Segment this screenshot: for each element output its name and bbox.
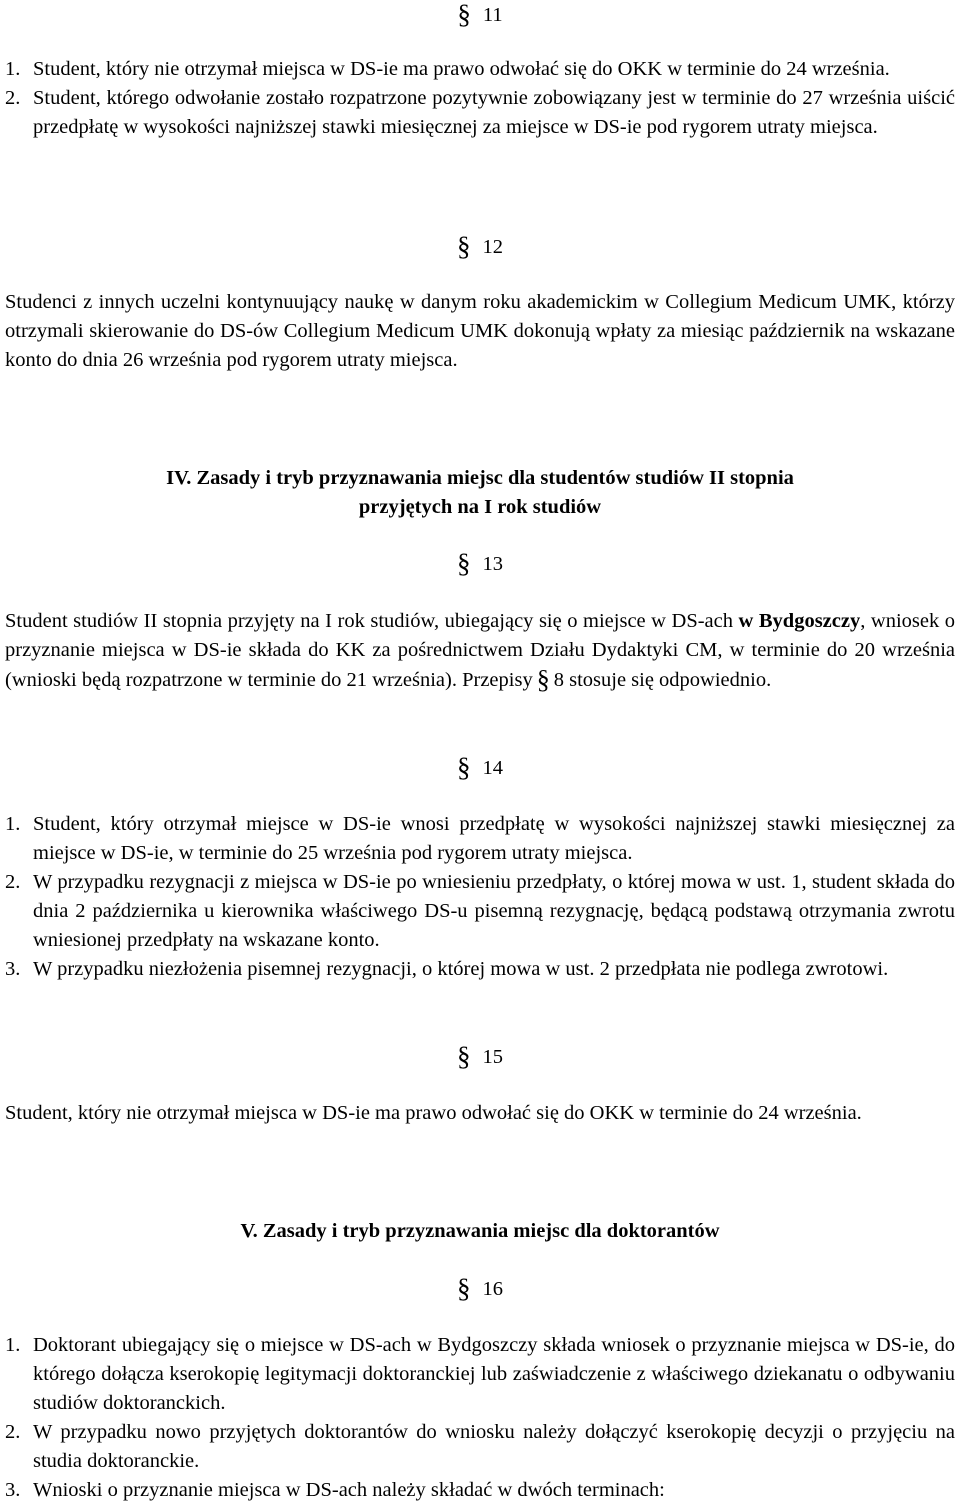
section-14-list [5, 810, 955, 984]
section-15-number: § 15 [457, 1041, 503, 1071]
list-item: 2. W przypadku nowo przyjętych doktorantów do wniosku należy dołączyć kserokopię decyzji o przyjęciu na studia doktoranckie. [5, 1421, 955, 1472]
list-item: 1. Doktorant ubiegający się o miejsce w DS-ach w Bydgoszczy składa wniosek o przyznanie miejsca w DS-ie, do którego dołącza kserokopię legitymacji doktoranckiej lub zaświadczenie z właściwego dziekanatu o odbywaniu studiów doktoranckich. [5, 1334, 955, 1414]
section-sign-icon: § [536, 665, 550, 694]
list-item: 1. Student, który otrzymał miejsce w DS-ie wnosi przedpłatę w wysokości najniższej stawki miesięcznej za miejsce w DS-ie, w terminie do 25 września pod rygorem utraty miejsca. [5, 813, 955, 864]
section-12-number: § 12 [457, 231, 503, 261]
section-sign-icon: § [457, 548, 471, 578]
section-sign-icon: § [457, 752, 471, 782]
section-sign-icon: § [457, 1273, 471, 1303]
list-item: 1. Student, który nie otrzymał miejsca w DS-ie ma prawo odwołać się do OKK w terminie do 24 września. [5, 58, 890, 80]
section-13-body: Student studiów II stopnia przyjęty na I rok studiów, ubiegający się o miejsce w DS-ach w Bydgoszczy, wniosek o przyznanie miejsca w DS-ie składa do KK za pośrednictwem Działu Dydaktyki CM, w terminie do 20 września (wnioski będą rozpatrzone w terminie do 21 września). Przepisy § 8 stosuje się odpowiednio. [5, 610, 956, 694]
section-13-number: § 13 [457, 548, 503, 578]
section-12-body: Studenci z innych uczelni kontynuujący naukę w danym roku akademickim w Collegium Medicum UMK, którzy otrzymali skierowanie do DS-ów Collegium Medicum UMK dokonują wpłaty za miesiąc październik na wskazane konto do dnia 26 września pod rygorem utraty miejsca. [5, 291, 955, 371]
chapter-v-heading: V. Zasady i tryb przyznawania miejsc dla doktorantów [240, 1220, 720, 1242]
section-16-list [5, 1331, 955, 1505]
chapter-iv-heading-line2: przyjętych na I rok studiów [358, 496, 602, 518]
list-item: 2. W przypadku rezygnacji z miejsca w DS-ie po wniesieniu przedpłaty, o której mowa w ust. 1, student składa do dnia 2 października u kierownika właściwego DS-u pisemną rezygnację, będącą podstawą otrzymania zwrotu wniesionej przedpłaty na wskazane konto. [5, 871, 955, 951]
chapter-iv-heading-line1: IV. Zasady i tryb przyznawania miejsc dla studentów studiów II stopnia [166, 467, 794, 489]
section-11-number: § 11 [457, 0, 503, 29]
section-14-number: § 14 [457, 752, 503, 782]
section-sign-icon: § [457, 0, 471, 29]
section-sign-icon: § [457, 1041, 471, 1071]
list-item: 2. Student, którego odwołanie zostało rozpatrzone pozytywnie zobowiązany jest w terminie do 27 września uiścić przedpłatę w wysokości najniższej stawki miesięcznej za miejsce w DS-ie pod rygorem utraty miejsca. [5, 87, 955, 138]
section-15-body: Student, który nie otrzymał miejsca w DS-ie ma prawo odwołać się do OKK w terminie do 24 września. [5, 1102, 862, 1124]
section-11-list [5, 55, 955, 142]
section-16-number: § 16 [457, 1273, 503, 1303]
list-item: 3. W przypadku niezłożenia pisemnej rezygnacji, o której mowa w ust. 2 przedpłata nie podlega zwrotowi. [5, 958, 889, 980]
section-sign-icon: § [457, 231, 471, 261]
list-item: 3. Wnioski o przyznanie miejsca w DS-ach należy składać w dwóch terminach: [5, 1479, 665, 1501]
